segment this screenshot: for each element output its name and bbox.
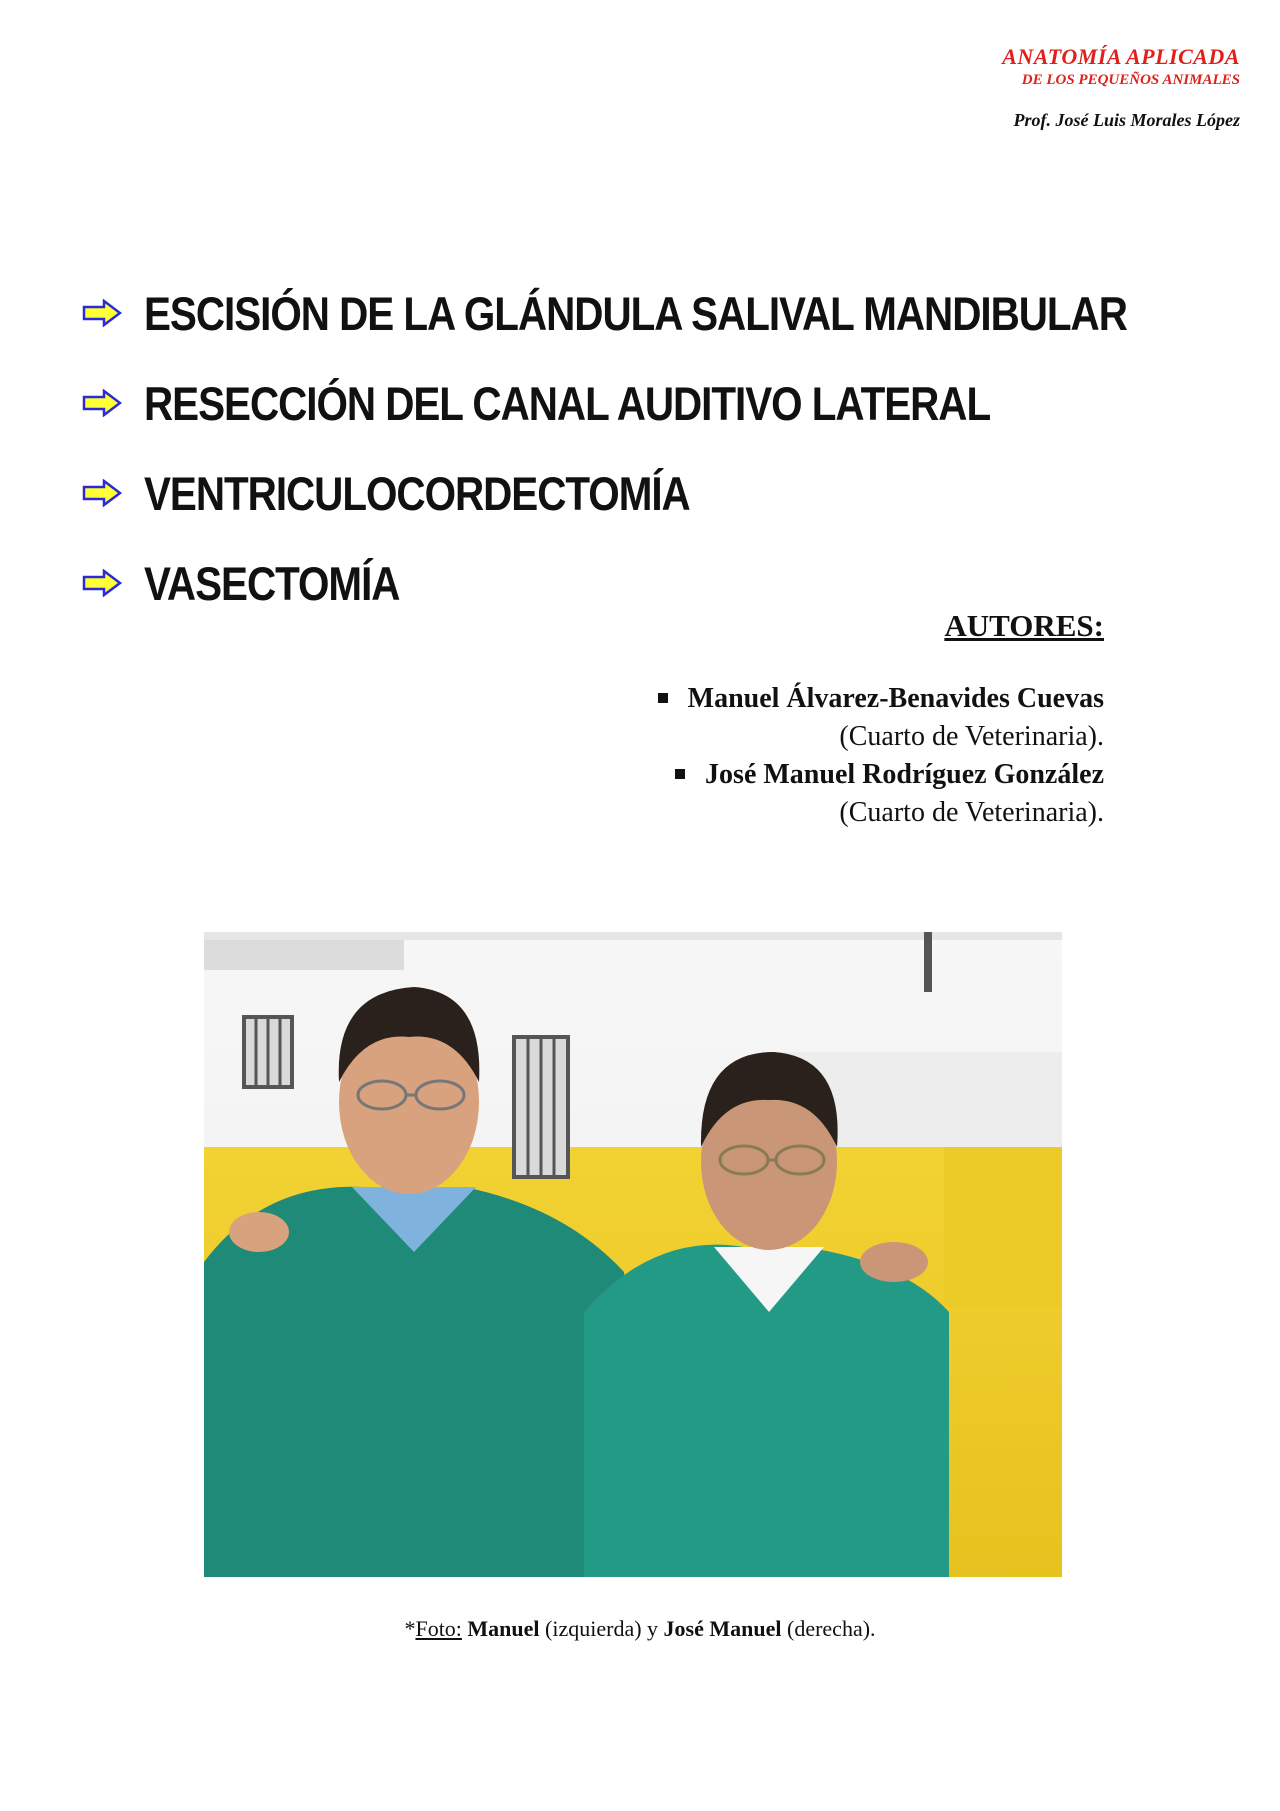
author-name: José Manuel Rodríguez González [705,759,1104,790]
topic-title: VASECTOMÍA [144,556,400,610]
topic-title: RESECCIÓN DEL CANAL AUDITIVO LATERAL [144,376,991,430]
square-bullet-icon [658,693,668,703]
topic-item [82,448,1280,538]
authors-photo [204,932,1062,1577]
square-bullet-icon [675,769,685,779]
author-name: Manuel Álvarez-Benavides Cuevas [687,683,1104,714]
topic-title: ESCISIÓN DE LA GLÁNDULA SALIVAL MANDIBULAR [144,286,1127,340]
author-role: (Cuarto de Veterinaria). [839,721,1104,752]
author-item [658,680,1104,718]
arrow-right-icon [82,389,122,417]
course-subtitle: DE LOS PEQUEÑOS ANIMALES [1021,72,1240,88]
caption-label: Foto: [415,1616,462,1641]
document-header [1002,44,1240,131]
arrow-right-icon [82,479,122,507]
caption-name-left: Manuel [467,1616,540,1641]
topic-item [82,268,1280,358]
professor-name: Prof. José Luis Morales López [1013,110,1240,130]
arrow-right-icon [82,299,122,327]
topic-item [82,358,1280,448]
author-item [658,756,1104,794]
author-role: (Cuarto de Veterinaria). [839,797,1104,828]
topic-title: VENTRICULOCORDECTOMÍA [144,466,690,520]
caption-position-right: (derecha). [787,1616,876,1641]
arrow-right-icon [82,569,122,597]
caption-name-right: José Manuel [663,1616,782,1641]
course-title: ANATOMÍA APLICADA [1002,44,1240,69]
caption-position-left: (izquierda) y [545,1616,659,1641]
authors-list [658,680,1104,832]
authors-heading: AUTORES: [944,608,1104,643]
photo-caption [0,1616,1280,1642]
topic-list [82,268,1280,628]
caption-prefix: * [404,1616,416,1641]
